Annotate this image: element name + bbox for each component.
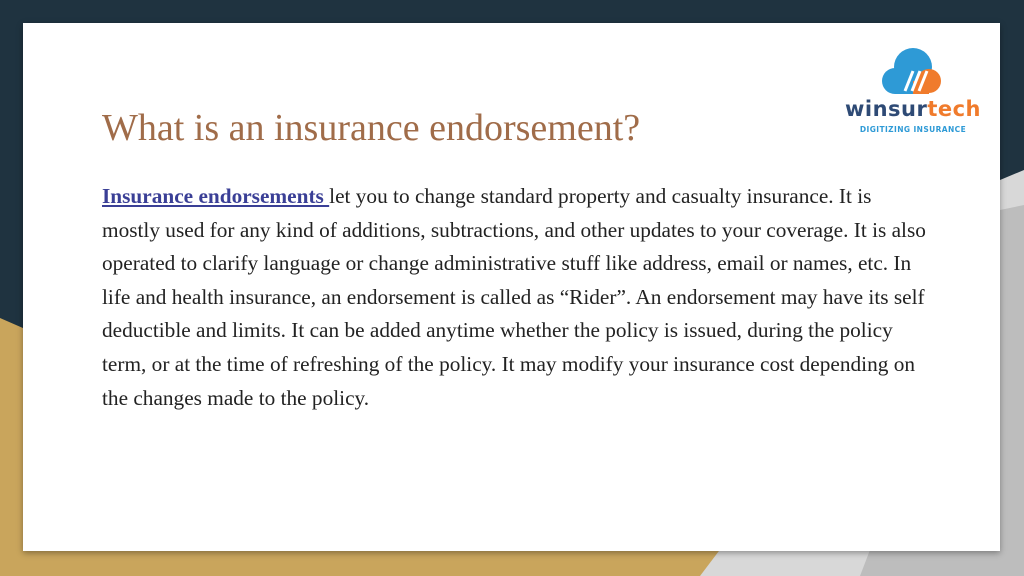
slide-card (23, 23, 1000, 551)
logo-wordmark-part1: winsur (844, 97, 928, 121)
company-logo (833, 41, 993, 141)
logo-wordmark (833, 99, 993, 120)
logo-wordmark-part2: tech (927, 97, 982, 121)
logo-tagline: DIGITIZING INSURANCE (859, 125, 967, 134)
slide-body-text: let you to change standard property and casualty insurance. It is mostly used for any kind of additions, subtractions, and other updates to your coverage. It is also operated to clarify language or change administrative stuff like address, email or names, etc. In life and health insurance, an endorsement is called as “Rider”. An endorsement may have its self deductible and limits. It can be added anytime whether the policy is issued, during the policy term, or at the time of refreshing of the policy. It may modify your insurance cost depending on the changes made to the policy. (102, 184, 926, 410)
slide-body (102, 180, 932, 415)
insurance-endorsements-link[interactable]: Insurance endorsements (102, 184, 330, 208)
cloud-icon (833, 41, 993, 103)
slide-title: What is an insurance endorsement? (102, 107, 641, 149)
